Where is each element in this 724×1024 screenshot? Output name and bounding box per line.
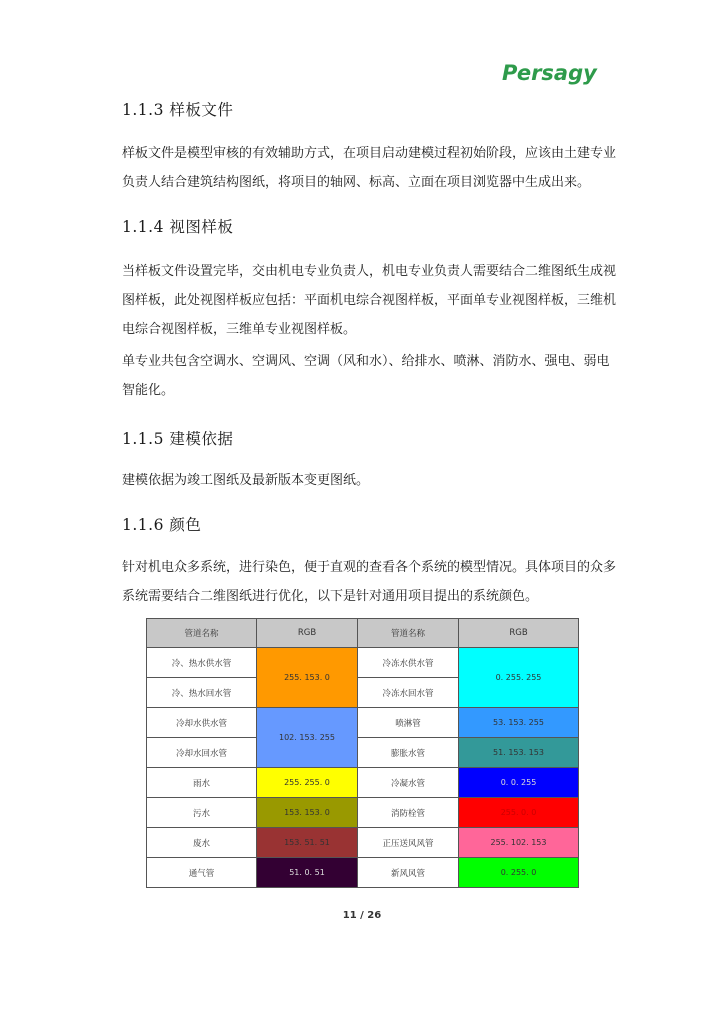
pipe-name-cell: 新风风管	[358, 858, 459, 888]
table-row	[147, 798, 579, 828]
table-row	[147, 648, 579, 678]
pipe-name-cell: 废水	[147, 828, 257, 858]
pipe-name-cell: 雨水	[147, 768, 257, 798]
rgb-swatch-cell: 51. 153. 153	[459, 738, 579, 768]
header-rgb: RGB	[257, 619, 358, 648]
text-line: 样板文件是模型审核的有效辅助方式，在项目启动建模过程初始阶段，应该由土建专业	[122, 146, 617, 161]
text-line: 针对机电众多系统，进行染色，便于直观的查看各个系统的模型情况。具体项目的众多	[122, 560, 617, 575]
pipe-name-cell: 消防栓管	[358, 798, 459, 828]
header-rgb: RGB	[459, 619, 579, 648]
text-line: 智能化。	[122, 383, 175, 398]
header-pipe-name: 管道名称	[358, 619, 459, 648]
rgb-swatch-cell: 255. 255. 0	[257, 768, 358, 798]
pipe-name-cell: 冷冻水回水管	[358, 678, 459, 708]
pipe-name-cell: 冷凝水管	[358, 768, 459, 798]
paragraph-modeling-basis	[122, 466, 604, 495]
rgb-swatch-cell: 0. 255. 0	[459, 858, 579, 888]
pipe-name-cell: 冷却水回水管	[147, 738, 257, 768]
table-row	[147, 828, 579, 858]
pipe-name-cell: 冷、热水回水管	[147, 678, 257, 708]
pipe-name-cell: 正压送风风管	[358, 828, 459, 858]
text-line: 单专业共包含空调水、空调风、空调（风和水）、给排水、喷淋、消防水、强电、弱电	[122, 354, 610, 369]
text-line: 建模依据为竣工图纸及最新版本变更图纸。	[122, 473, 370, 488]
heading-1-1-6: 1.1.6 颜色	[122, 516, 202, 534]
text-line: 系统需要结合二维图纸进行优化，以下是针对通用项目提出的系统颜色。	[122, 589, 539, 604]
header-pipe-name: 管道名称	[147, 619, 257, 648]
table-row	[147, 708, 579, 738]
persagy-logo	[500, 58, 605, 88]
rgb-swatch-cell: 255. 0. 0	[459, 798, 579, 828]
page-number: 11 / 26	[342, 910, 382, 921]
text-line: 负责人结合建筑结构图纸，将项目的轴网、标高、立面在项目浏览器中生成出来。	[122, 175, 591, 190]
rgb-swatch-cell: 255. 102. 153	[459, 828, 579, 858]
paragraph-view-template	[122, 257, 617, 344]
rgb-swatch-cell: 0. 0. 255	[459, 768, 579, 798]
rgb-swatch-cell: 51. 0. 51	[257, 858, 358, 888]
table-header-row	[147, 619, 579, 648]
paragraph-colors	[122, 553, 617, 611]
heading-1-1-5: 1.1.5 建模依据	[122, 430, 234, 448]
pipe-name-cell: 喷淋管	[358, 708, 459, 738]
pipe-name-cell: 膨胀水管	[358, 738, 459, 768]
rgb-swatch-cell: 153. 153. 0	[257, 798, 358, 828]
heading-1-1-4: 1.1.4 视图样板	[122, 218, 234, 236]
system-color-table	[146, 618, 579, 888]
paragraph-single-discipline	[122, 347, 610, 405]
rgb-swatch-cell: 255. 153. 0	[257, 648, 358, 708]
rgb-swatch-cell: 53. 153. 255	[459, 708, 579, 738]
rgb-swatch-cell: 0. 255. 255	[459, 648, 579, 708]
logo-text: Persagy	[502, 61, 597, 85]
pipe-name-cell: 冷冻水供水管	[358, 648, 459, 678]
pipe-name-cell: 污水	[147, 798, 257, 828]
pipe-name-cell: 通气管	[147, 858, 257, 888]
pipe-name-cell: 冷、热水供水管	[147, 648, 257, 678]
text-line: 电综合视图样板，三维单专业视图样板。	[122, 322, 357, 337]
table-row	[147, 768, 579, 798]
table-row	[147, 858, 579, 888]
heading-1-1-3: 1.1.3 样板文件	[122, 101, 234, 119]
pipe-name-cell: 冷却水供水管	[147, 708, 257, 738]
rgb-swatch-cell: 102. 153. 255	[257, 708, 358, 768]
paragraph-template-file	[122, 139, 617, 197]
rgb-swatch-cell: 153. 51. 51	[257, 828, 358, 858]
text-line: 图样板，此处视图样板应包括：平面机电综合视图样板，平面单专业视图样板，三维机	[122, 293, 617, 308]
table-row	[147, 738, 579, 768]
text-line: 当样板文件设置完毕，交由机电专业负责人，机电专业负责人需要结合二维图纸生成视	[122, 264, 617, 279]
